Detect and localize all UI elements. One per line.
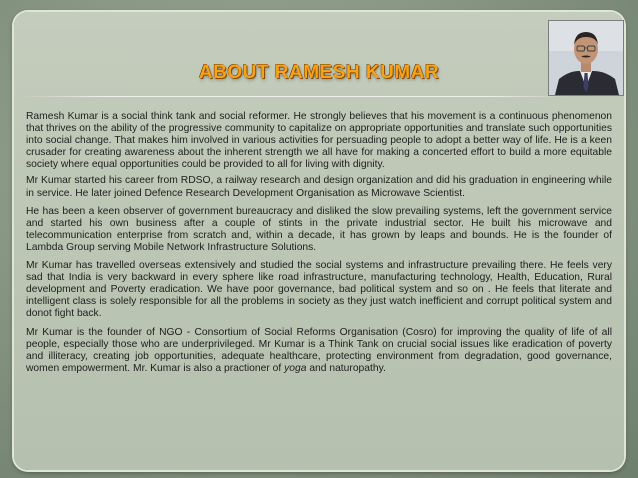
yoga-emphasis: yoga <box>284 362 307 374</box>
portrait-photo <box>548 20 624 96</box>
title-divider <box>22 96 570 97</box>
paragraph-ngo <box>26 327 612 375</box>
paragraph-intro: Ramesh Kumar is a social think tank and social reformer. He strongly believes that his movement is a continuous phenomenon that thrives on the ability of the progressive community to capitalize on appropriate opportunities and translate such opportunities into social change. That makes him involved in various activities for persuading people to adopt a better way of life. He is a keen crusader for creating awareness about the inherent strength we all have for making a concerted effort to build a more equitable society where equal opportunities could be provided to all for living with dignity. <box>26 111 612 171</box>
paragraph-business: He has been a keen observer of government bureaucracy and disliked the slow prevailing systems, left the government service and started his own business after a couple of stints in the private industrial sector. He built his microwave and telecommunication enterprise from scratch and, within a decade, it has grown by leaps and bounds. He is the founder of Lambda Group serving Mobile Network Infrastructure Solutions. <box>26 205 612 253</box>
paragraph-ngo-text: Mr Kumar is the founder of NGO - Consortium of Social Reforms Organisation (Cosro) for improving the quality of life of all people, especially those who are underprivileged. Mr Kumar is a Think Tank on crucial social issues like eradication of poverty and illiteracy, creating job opportunities, adequate healthcare, protecting environment from degradation, good governance, women empowerment. Mr. Kumar is also a practioner of <box>26 326 612 374</box>
page-title: ABOUT RAMESH KUMAR <box>198 62 440 83</box>
biography-text <box>26 111 612 381</box>
paragraph-travel: Mr Kumar has travelled overseas extensively and studied the social systems and infrastructure prevailing there. He feels very sad that India is very backward in every sphere like road infrastructure, manufacturing technology, Health, Education, Rural development and Poverty eradication. We have poor governance, bad political system and so on . He feels that literate and intelligent class is solely responsible for all the problems in society as they just watch inefficient and corrupt political system and donot fight back. <box>26 260 612 320</box>
paragraph-career: Mr Kumar started his career from RDSO, a railway research and design organization and did his graduation in engineering while in service. He later joined Defence Research Development Organisation as Microwave Scientist. <box>26 175 612 199</box>
paragraph-ngo-tail: and naturopathy. <box>306 362 386 374</box>
